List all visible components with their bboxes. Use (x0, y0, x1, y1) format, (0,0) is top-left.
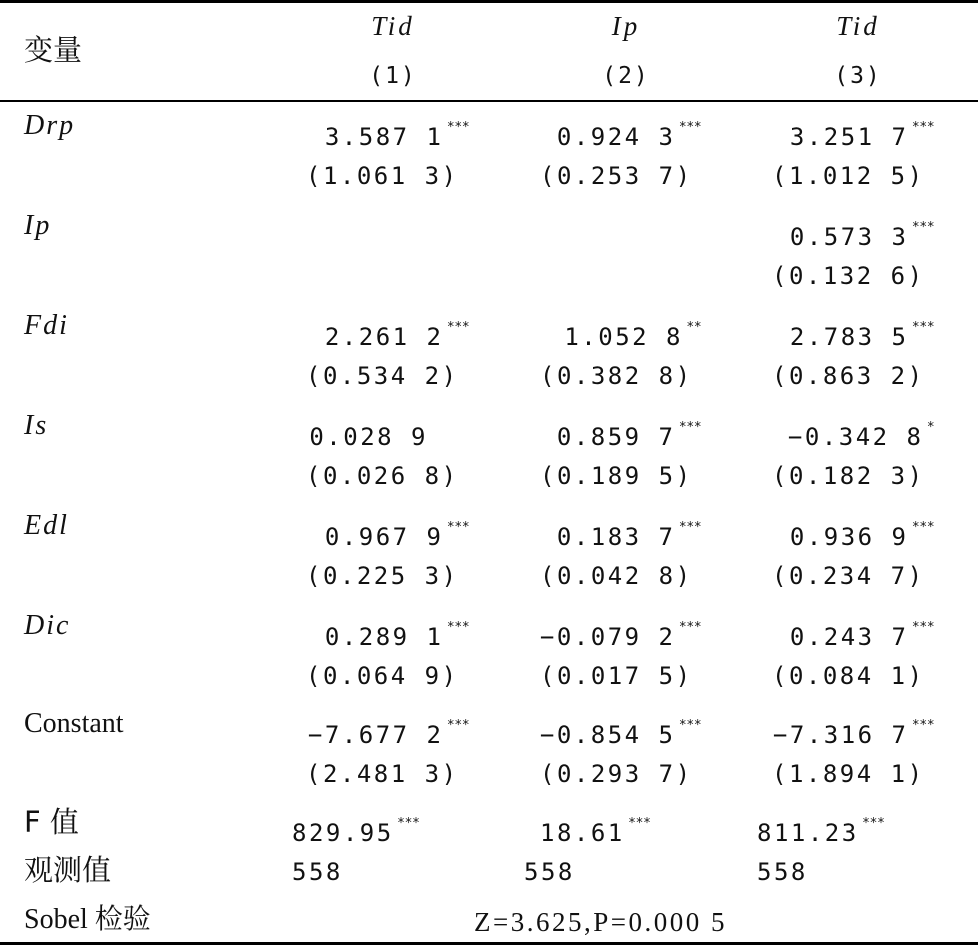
coefficient-cell (557, 112, 702, 153)
significance-stars: *** (912, 120, 935, 135)
coefficient-value: 1.052 8 (564, 323, 683, 351)
coefficient-value: −7.316 7 (772, 721, 909, 749)
coefficient-value: 3.251 7 (789, 123, 909, 151)
standard-error-cell: (0.182 3) (772, 462, 925, 490)
significance-stars: *** (912, 520, 935, 535)
bottom-rule (0, 942, 978, 945)
standard-error-cell: (2.481 3) (306, 760, 459, 788)
significance-stars: *** (447, 120, 470, 135)
coefficient-cell (540, 612, 702, 653)
variable-header: 变量 (24, 33, 83, 67)
coefficient-value: 2.783 5 (789, 323, 909, 351)
coefficient-cell (788, 412, 935, 453)
standard-error-cell: (1.012 5) (772, 162, 925, 190)
column-header-3-index: (3) (834, 63, 882, 89)
observations-col-2: 558 (524, 858, 575, 886)
row-label: Ip (24, 210, 52, 241)
sobel-test-value: Z=3.625,P=0.000 5 (474, 907, 727, 937)
standard-error-cell: (1.894 1) (772, 760, 925, 788)
row-label: Drp (24, 110, 76, 141)
coefficient-cell (325, 512, 470, 553)
standard-error-cell: (0.293 7) (540, 760, 693, 788)
column-header-2-index: (2) (602, 63, 650, 89)
standard-error-cell: (0.084 1) (772, 662, 925, 690)
significance-stars: *** (447, 520, 470, 535)
significance-stars: *** (862, 816, 886, 831)
f-value-number: 811.23 (757, 819, 859, 847)
standard-error-cell: (0.534 2) (306, 362, 459, 390)
row-label: Is (24, 410, 49, 441)
significance-stars: *** (912, 220, 935, 235)
coefficient-value: −7.677 2 (307, 721, 444, 749)
significance-stars: *** (912, 320, 935, 335)
coefficient-cell (660, 212, 664, 253)
standard-error-cell: (0.132 6) (772, 262, 925, 290)
observations-col-3: 558 (757, 858, 808, 886)
standard-error-cell: (0.017 5) (540, 662, 693, 690)
significance-stars: * (927, 420, 935, 435)
coefficient-value: −0.079 2 (539, 623, 676, 651)
column-header-2-name: Ip (611, 11, 641, 41)
coefficient-cell (308, 710, 470, 751)
coefficient-cell (564, 312, 702, 353)
significance-stars: *** (679, 120, 702, 135)
coefficient-cell (428, 212, 432, 253)
coefficient-value: −0.854 5 (539, 721, 676, 749)
significance-stars: *** (447, 718, 470, 733)
header-rule (0, 100, 978, 102)
coefficient-value: 0.859 7 (556, 423, 676, 451)
significance-stars: *** (628, 816, 652, 831)
coefficient-cell (790, 312, 935, 353)
standard-error-cell: (0.064 9) (306, 662, 459, 690)
coefficient-cell (540, 710, 702, 751)
f-value-col-2 (540, 808, 651, 849)
coefficient-value: −0.342 8 (787, 423, 924, 451)
coefficient-value: 0.243 7 (789, 623, 909, 651)
coefficient-value: 0.936 9 (789, 523, 909, 551)
row-label: Fdi (24, 310, 69, 341)
standard-error-cell: (0.225 3) (306, 562, 459, 590)
standard-error-cell: (0.026 8) (306, 462, 459, 490)
coefficient-cell (325, 612, 470, 653)
column-header-1-index: (1) (369, 63, 417, 89)
significance-stars: *** (447, 620, 470, 635)
standard-error-cell: (0.382 8) (540, 362, 693, 390)
observations-col-1: 558 (292, 858, 343, 886)
significance-stars: *** (679, 718, 702, 733)
coefficient-cell (557, 512, 702, 553)
column-header-1-name: Tid (371, 11, 415, 41)
significance-stars: *** (679, 520, 702, 535)
sobel-test-label: Sobel 检验 (24, 904, 151, 935)
coefficient-cell (790, 512, 935, 553)
f-value-col-1 (292, 808, 420, 849)
standard-error-cell: (1.061 3) (306, 162, 459, 190)
coefficient-value: 3.587 1 (324, 123, 444, 151)
observations-label: 观测值 (24, 853, 112, 887)
row-label: Dic (24, 610, 71, 641)
row-label: Constant (24, 708, 124, 739)
coefficient-cell (557, 412, 702, 453)
coefficient-value: 0.924 3 (556, 123, 676, 151)
coefficient-cell (790, 612, 935, 653)
coefficient-cell (309, 412, 432, 453)
coefficient-cell (325, 112, 470, 153)
f-value-label: F 值 (24, 805, 79, 839)
standard-error-cell: (0.042 8) (540, 562, 693, 590)
standard-error-cell: (0.189 5) (540, 462, 693, 490)
coefficient-cell (790, 212, 935, 253)
standard-error-cell: (0.863 2) (772, 362, 925, 390)
significance-stars: *** (912, 620, 935, 635)
standard-error-cell: (0.234 7) (772, 562, 925, 590)
standard-error-cell: (0.253 7) (540, 162, 693, 190)
significance-stars: *** (912, 718, 935, 733)
coefficient-value: 0.028 9 (309, 423, 428, 451)
significance-stars: *** (679, 620, 702, 635)
f-value-number: 18.61 (540, 819, 625, 847)
significance-stars: *** (397, 816, 421, 831)
significance-stars: ** (687, 320, 702, 335)
significance-stars: *** (679, 420, 702, 435)
row-label: Edl (24, 510, 69, 541)
coefficient-value: 0.289 1 (324, 623, 444, 651)
f-value-col-3 (757, 808, 885, 849)
column-header-3-name: Tid (836, 11, 880, 41)
coefficient-value: 0.967 9 (324, 523, 444, 551)
top-rule (0, 0, 978, 3)
significance-stars: *** (447, 320, 470, 335)
coefficient-cell (325, 312, 470, 353)
coefficient-value: 0.573 3 (789, 223, 909, 251)
f-value-number: 829.95 (292, 819, 394, 847)
coefficient-cell (790, 112, 935, 153)
coefficient-cell (773, 710, 935, 751)
coefficient-value: 0.183 7 (556, 523, 676, 551)
coefficient-value: 2.261 2 (324, 323, 444, 351)
